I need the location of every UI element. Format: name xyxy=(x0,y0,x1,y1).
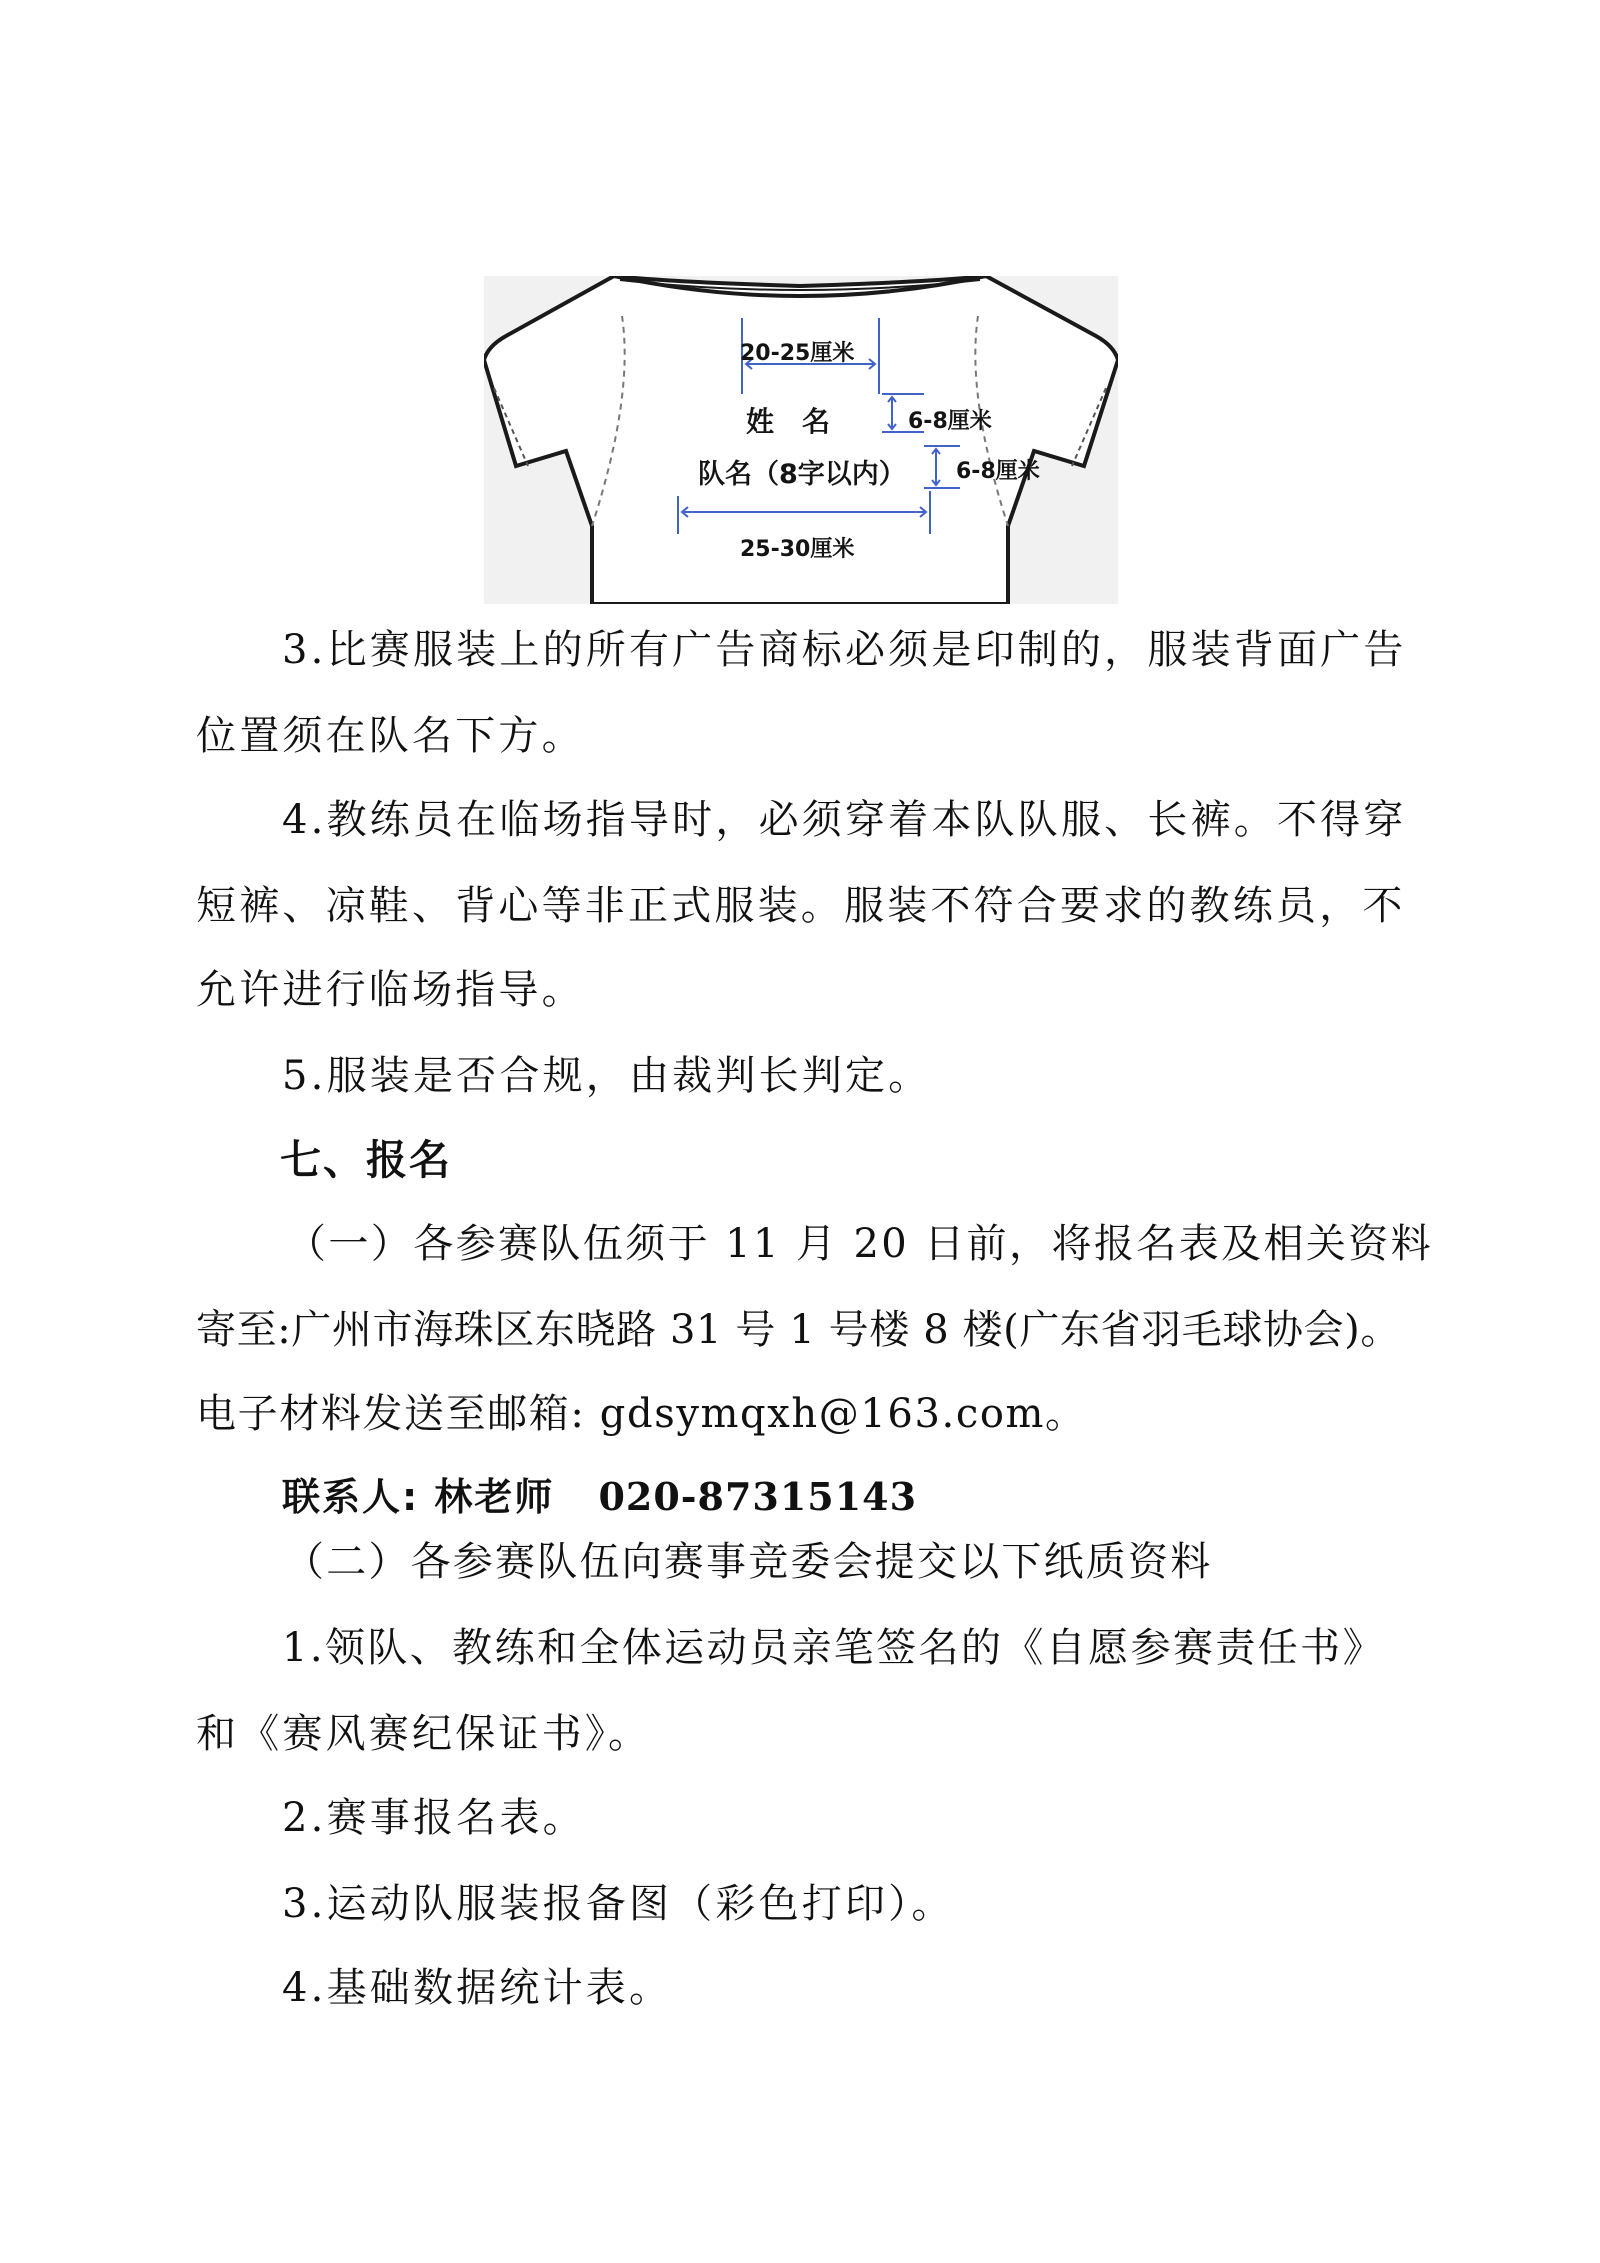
paragraph-4-line-2: 短裤、凉鞋、背心等非正式服装。服装不符合要求的教练员，不 xyxy=(196,883,1406,929)
name-label: 姓 名 xyxy=(746,405,831,438)
item-1-line-2: 和《赛风赛纪保证书》。 xyxy=(196,1711,652,1757)
contact-phone: 020-87315143 xyxy=(598,1474,918,1519)
item-4: 4.基础数据统计表。 xyxy=(282,1965,673,2011)
contact-person: 联系人: 林老师 xyxy=(282,1475,555,1519)
paragraph-4-line-1: 4.教练员在临场指导时，必须穿着本队队服、长裤。不得穿 xyxy=(282,797,1407,843)
item-1-line-1: 1.领队、教练和全体运动员亲笔签名的《自愿参赛责任书》 xyxy=(282,1625,1385,1671)
paragraph-3-line-1: 3.比赛服装上的所有广告商标必须是印制的，服装背面广告 xyxy=(282,627,1407,673)
section-7-heading: 七、报名 xyxy=(280,1136,452,1184)
paragraph-4-line-3: 允许进行临场指导。 xyxy=(196,967,585,1013)
item-3: 3.运动队服装报备图（彩色打印）。 xyxy=(282,1881,955,1927)
name-height-label: 6-8厘米 xyxy=(908,409,992,434)
registration-1-line-1: （一）各参赛队伍须于 11 月 20 日前，将报名表及相关资料 xyxy=(286,1221,1434,1267)
paragraph-3-line-2: 位置须在队名下方。 xyxy=(196,713,585,759)
paragraph-5: 5.服装是否合规，由裁判长判定。 xyxy=(282,1053,932,1099)
item-2: 2.赛事报名表。 xyxy=(282,1795,586,1841)
jersey-back-diagram xyxy=(484,276,1118,604)
top-width-label: 20-25厘米 xyxy=(740,341,855,366)
registration-2: （二）各参赛队伍向赛事竞委会提交以下纸质资料 xyxy=(284,1539,1213,1585)
team-height-label: 6-8厘米 xyxy=(956,459,1040,484)
team-name-label: 队名（8字以内） xyxy=(698,459,906,490)
bottom-width-label: 25-30厘米 xyxy=(740,537,855,562)
registration-1-line-3: 电子材料发送至邮箱: gdsymqxh@163.com。 xyxy=(196,1391,1087,1437)
registration-1-line-2: 寄至:广州市海珠区东晓路 31 号 1 号楼 8 楼(广东省羽毛球协会)。 xyxy=(196,1307,1401,1353)
contact-line xyxy=(282,1474,918,1519)
